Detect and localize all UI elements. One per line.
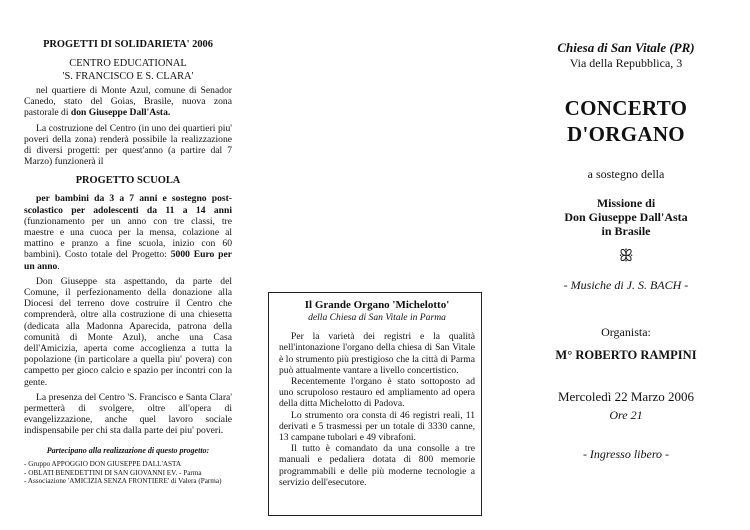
partner-item: - Associazione 'AMICIZIA SENZA FRONTIERE' di Valera (Parma) bbox=[24, 477, 222, 486]
center-name-line1: CENTRO EDUCATIONAL bbox=[69, 58, 187, 69]
location-text: nel quartiere di Monte Azul, comune di Senador Canedo, stato del Goias, Brasile, nuova zona pastorale di bbox=[24, 85, 232, 119]
organ-subtitle: della Chiesa di San Vitale in Parma bbox=[308, 312, 446, 323]
evangelization-paragraph: La presenza del Centro 'S. Francisco e Santa Clara' permetterà di svolgere, oltre all'opera di evangelizzazione, anche quel lavoro sociale indispensabile per chi sta dalla parte dei piu' poveri. bbox=[24, 391, 232, 437]
project-heading: PROGETTO SCUOLA bbox=[75, 175, 181, 187]
concert-title-line1: CONCERTO bbox=[564, 96, 688, 120]
organist-name: M° ROBERTO RAMPINI bbox=[555, 348, 697, 362]
center-location-paragraph bbox=[24, 85, 232, 119]
left-column bbox=[24, 38, 232, 486]
right-column bbox=[528, 40, 724, 462]
school-target: per bambini da 3 a 7 anni e sostegno post-scolastico per adolescenti da 11 a 14 anni bbox=[24, 193, 232, 216]
school-project-paragraph bbox=[24, 193, 232, 271]
organ-paragraph: Il tutto è comandato da una consolle a tre manuali e pedaliera dotata di 800 memorie programmabili e delle più moderne tecnologie a servizio dell'esecutore. bbox=[279, 443, 475, 488]
project-cost: 5000 Euro per un anno bbox=[24, 249, 233, 272]
period: . bbox=[57, 260, 60, 272]
organist-label: Organista: bbox=[601, 325, 651, 339]
music-text: - Musiche di J. S. BACH - bbox=[563, 278, 689, 292]
construction-paragraph: La costruzione del Centro (in uno dei quartieri piu' poveri della zona) renderà possibile la realizzazione di diversi progetti: per quest'anno (a partire dal 7 Marzo) funzionerà il bbox=[24, 122, 232, 168]
solidarity-heading: PROGETTI DI SOLIDARIETA' 2006 bbox=[43, 39, 213, 50]
partner-item: - OBLATI BENEDETTINI DI SAN GIOVANNI EV. - Parma bbox=[24, 468, 202, 477]
support-text: a sostegno della bbox=[587, 167, 665, 181]
mission-line1: Missione di bbox=[596, 196, 656, 210]
donation-paragraph: Don Giuseppe sta aspettando, da parte del Comune, il perfezionamento della donazione alla Diocesi del terreno dove costruire il Centro che comprenderà, oltre alla costruzione di una chiesetta (dedicata alla Madonna Aparecida, patrona della comunità di Monte Azul), anche una Casa dell'Amicizia, aperta come accoglienza a tutta la popolazione (in particolare a quella piu' povera) con campetto per gioco calcio e spazio per incontri con la gente. bbox=[24, 275, 232, 388]
free-entry-text: - Ingresso libero - bbox=[582, 447, 670, 461]
school-details: (funzionamento per un anno con tre classi, tre maestre e una cuoca per la mensa, colazione al mattino e pranzo a fine scuola, inizio con 60 bambini). Costo totale del Progetto: bbox=[24, 215, 232, 261]
mission-line3: in Brasile bbox=[601, 224, 651, 238]
organ-title: Il Grande Organo 'Michelotto' bbox=[304, 299, 450, 311]
concert-title-line2: D'ORGANO bbox=[567, 122, 685, 146]
partners-list bbox=[24, 460, 232, 486]
organ-paragraph: Recentemente l'organo è stato sottoposto ad uno scrupoloso restauro ed ampliamento ad opera della ditta Michelotto di Padova. bbox=[279, 376, 475, 410]
ornament-icon: ꕥ bbox=[618, 248, 634, 265]
organ-paragraph: Per la varietà dei registri e la qualità nell'intonazione l'organo della chiesa di San Vitale è lo strumento più prestigioso che la città di Parma può attualmente vantare a livello concertistico. bbox=[279, 331, 475, 376]
partner-item: - Gruppo APPOGGIO DON GIUSEPPE DALL'ASTA bbox=[24, 459, 182, 468]
partners-title: Partecipano alla realizzazione di questo progetto: bbox=[46, 445, 210, 455]
organ-paragraph: Lo strumento ora consta di 46 registri reali, 11 derivati e 5 trasmessi per un totale di 3330 canne, 13 campane tubolari e 49 vibrafoni. bbox=[279, 409, 475, 444]
mission-line2: Don Giuseppe Dall'Asta bbox=[564, 210, 688, 224]
concert-time: Ore 21 bbox=[609, 408, 643, 422]
concert-date: Mercoledì 22 Marzo 2006 bbox=[557, 389, 695, 404]
church-name: Chiesa di San Vitale (PR) bbox=[557, 40, 695, 55]
organ-info-box bbox=[268, 292, 482, 516]
priest-name: don Giuseppe Dall'Asta. bbox=[70, 107, 171, 119]
church-address: Via della Repubblica, 3 bbox=[569, 56, 683, 70]
center-name-line2: 'S. FRANCISCO E S. CLARA' bbox=[62, 71, 194, 82]
